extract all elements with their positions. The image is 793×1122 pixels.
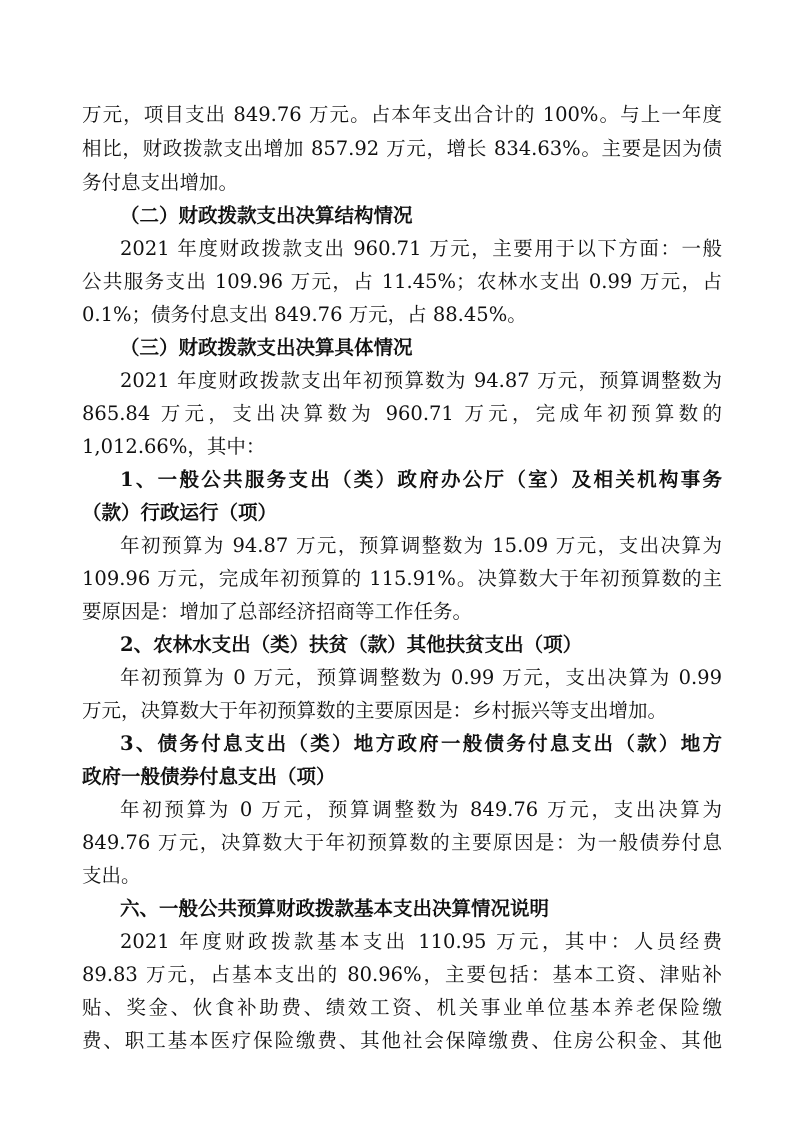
paragraph-line: 年初预算为 94.87 万元，预算调整数为 15.09 万元，支出决算为 bbox=[120, 534, 722, 557]
paragraph-line: 务付息支出增加。 bbox=[82, 171, 239, 194]
paragraph-line: 2021 年度财政拨款基本支出 110.95 万元，其中：人员经费 bbox=[120, 930, 722, 953]
item-heading-1: 1、一般公共服务支出（类）政府办公厅（室）及相关机构事务 bbox=[120, 468, 722, 491]
paragraph-line: 相比，财政拨款支出增加 857.92 万元，增长 834.63%。主要是因为债 bbox=[82, 137, 722, 160]
paragraph-line: 公共服务支出 109.96 万元，占 11.45%；农林水支出 0.99 万元，占 bbox=[82, 270, 722, 293]
section-heading-detail: （三）财政拨款支出决算具体情况 bbox=[120, 336, 413, 359]
paragraph-line: 贴、奖金、伙食补助费、绩效工资、机关事业单位基本养老保险缴 bbox=[82, 996, 722, 1019]
paragraph-line: 支出。 bbox=[82, 864, 141, 887]
item-heading-2: 2、农林水支出（类）扶贫（款）其他扶贫支出（项） bbox=[120, 633, 583, 656]
paragraph-line: 2021 年度财政拨款支出 960.71 万元，主要用于以下方面：一般 bbox=[120, 237, 722, 260]
paragraph-line: 万元，项目支出 849.76 万元。占本年支出合计的 100%。与上一年度 bbox=[82, 103, 722, 126]
paragraph-line: 0.1%；债务付息支出 849.76 万元，占 88.45%。 bbox=[82, 303, 527, 326]
section-heading-six: 六、一般公共预算财政拨款基本支出决算情况说明 bbox=[120, 897, 550, 920]
paragraph-line: 年初预算为 0 万元，预算调整数为 0.99 万元，支出决算为 0.99 bbox=[120, 666, 722, 689]
paragraph-line: 要原因是：增加了总部经济招商等工作任务。 bbox=[82, 600, 473, 623]
paragraph-line: 万元，决算数大于年初预算数的主要原因是：乡村振兴等支出增加。 bbox=[82, 699, 668, 722]
paragraph-line: 2021 年度财政拨款支出年初预算数为 94.87 万元，预算调整数为 bbox=[120, 369, 722, 392]
item-heading-3: 3、债务付息支出（类）地方政府一般债务付息支出（款）地方 bbox=[120, 732, 722, 755]
paragraph-line: 849.76 万元，决算数大于年初预算数的主要原因是：为一般债券付息 bbox=[82, 831, 722, 854]
paragraph-line: 年初预算为 0 万元，预算调整数为 849.76 万元，支出决算为 bbox=[120, 798, 722, 821]
paragraph-line: 1,012.66%，其中： bbox=[82, 435, 266, 458]
paragraph-line: 865.84 万元，支出决算数为 960.71 万元，完成年初预算数的 bbox=[82, 402, 722, 425]
section-heading-structure: （二）财政拨款支出决算结构情况 bbox=[120, 204, 413, 227]
paragraph-line: 89.83 万元，占基本支出的 80.96%，主要包括：基本工资、津贴补 bbox=[82, 963, 722, 986]
item-heading-3-cont: 政府一般债券付息支出（项） bbox=[82, 765, 336, 788]
item-heading-1-cont: （款）行政运行（项） bbox=[82, 501, 278, 524]
paragraph-line: 费、职工基本医疗保险缴费、其他社会保障缴费、住房公积金、其他 bbox=[82, 1029, 722, 1052]
paragraph-line: 109.96 万元，完成年初预算的 115.91%。决算数大于年初预算数的主 bbox=[82, 567, 722, 590]
